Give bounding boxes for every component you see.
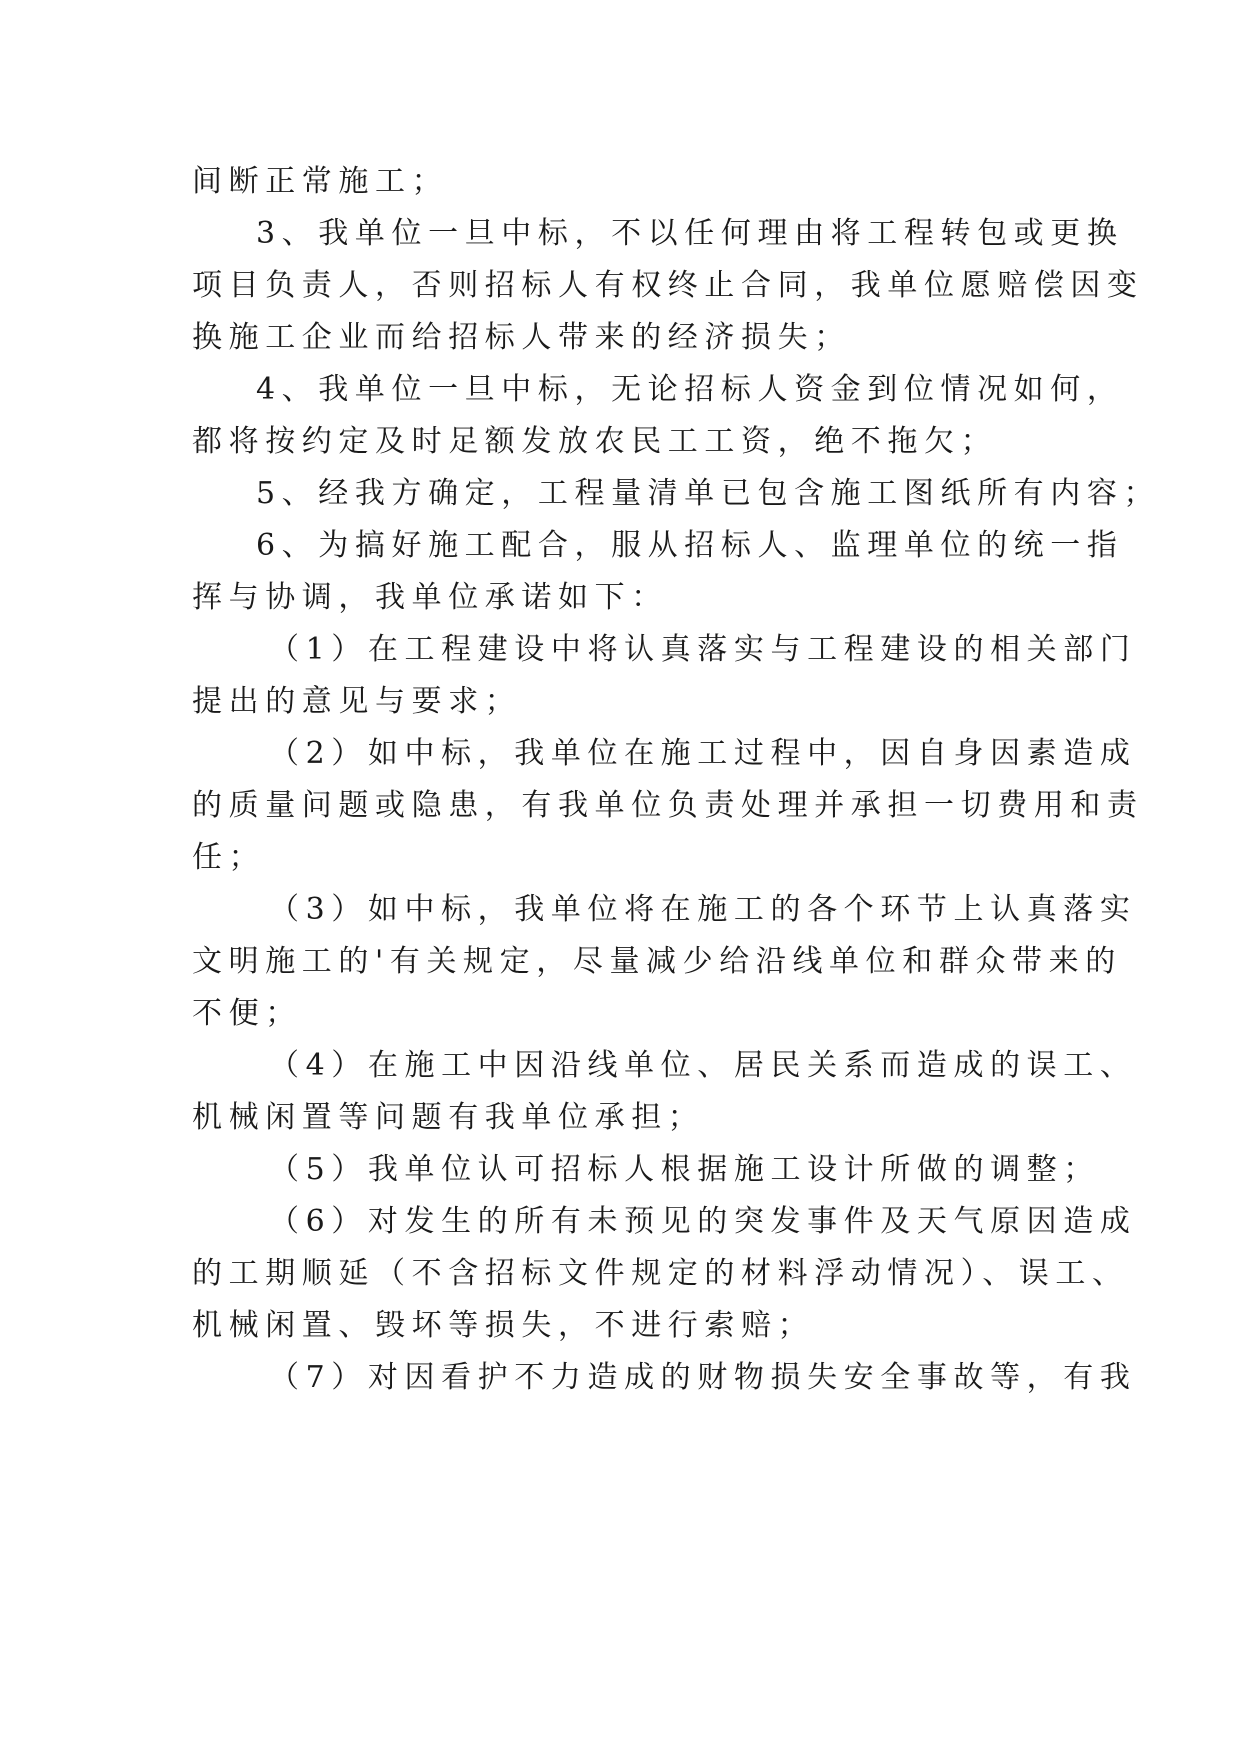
text-line: （6）对发生的所有未预见的突发事件及天气原因造成 [269, 1204, 1137, 1239]
text-line: 间断正常施工； [192, 164, 449, 199]
text-line: 换施工企业而给招标人带来的经济损失； [192, 320, 851, 355]
text-line: 不便； [192, 996, 302, 1031]
text-line: （2）如中标，我单位在施工过程中，因自身因素造成 [269, 736, 1137, 771]
text-line: 6、为搞好施工配合，服从招标人、监理单位的统一指 [256, 528, 1124, 563]
text-line: 项目负责人，否则招标人有权终止合同，我单位愿赔偿因变 [192, 268, 1144, 303]
text-line: （5）我单位认可招标人根据施工设计所做的调整； [269, 1152, 1100, 1187]
text-line: 4、我单位一旦中标，无论招标人资金到位情况如何， [256, 372, 1124, 407]
text-line: 挥与协调，我单位承诺如下： [192, 580, 668, 615]
text-line: 都将按约定及时足额发放农民工工资，绝不拖欠； [192, 424, 998, 459]
text-line: 机械闲置等问题有我单位承担； [192, 1100, 705, 1135]
text-line: 文明施工的'有关规定，尽量减少给沿线单位和群众带来的 [192, 944, 1122, 979]
text-line: 提出的意见与要求； [192, 684, 522, 719]
text-line: （1）在工程建设中将认真落实与工程建设的相关部门 [269, 632, 1137, 667]
text-line: （3）如中标，我单位将在施工的各个环节上认真落实 [269, 892, 1137, 927]
text-line: 3、我单位一旦中标，不以任何理由将工程转包或更换 [256, 216, 1124, 251]
text-line: 任； [192, 840, 266, 875]
text-line: 5、经我方确定，工程量清单已包含施工图纸所有内容； [256, 476, 1161, 511]
text-line: （4）在施工中因沿线单位、居民关系而造成的误工、 [269, 1048, 1137, 1083]
text-line: （7）对因看护不力造成的财物损失安全事故等，有我 [269, 1360, 1137, 1395]
text-line: 机械闲置、毁坏等损失，不进行索赔； [192, 1308, 815, 1343]
text-line: 的工期顺延（不含招标文件规定的材料浮动情况）、误工、 [192, 1256, 1129, 1291]
text-line: 的质量问题或隐患，有我单位负责处理并承担一切费用和责 [192, 788, 1144, 823]
